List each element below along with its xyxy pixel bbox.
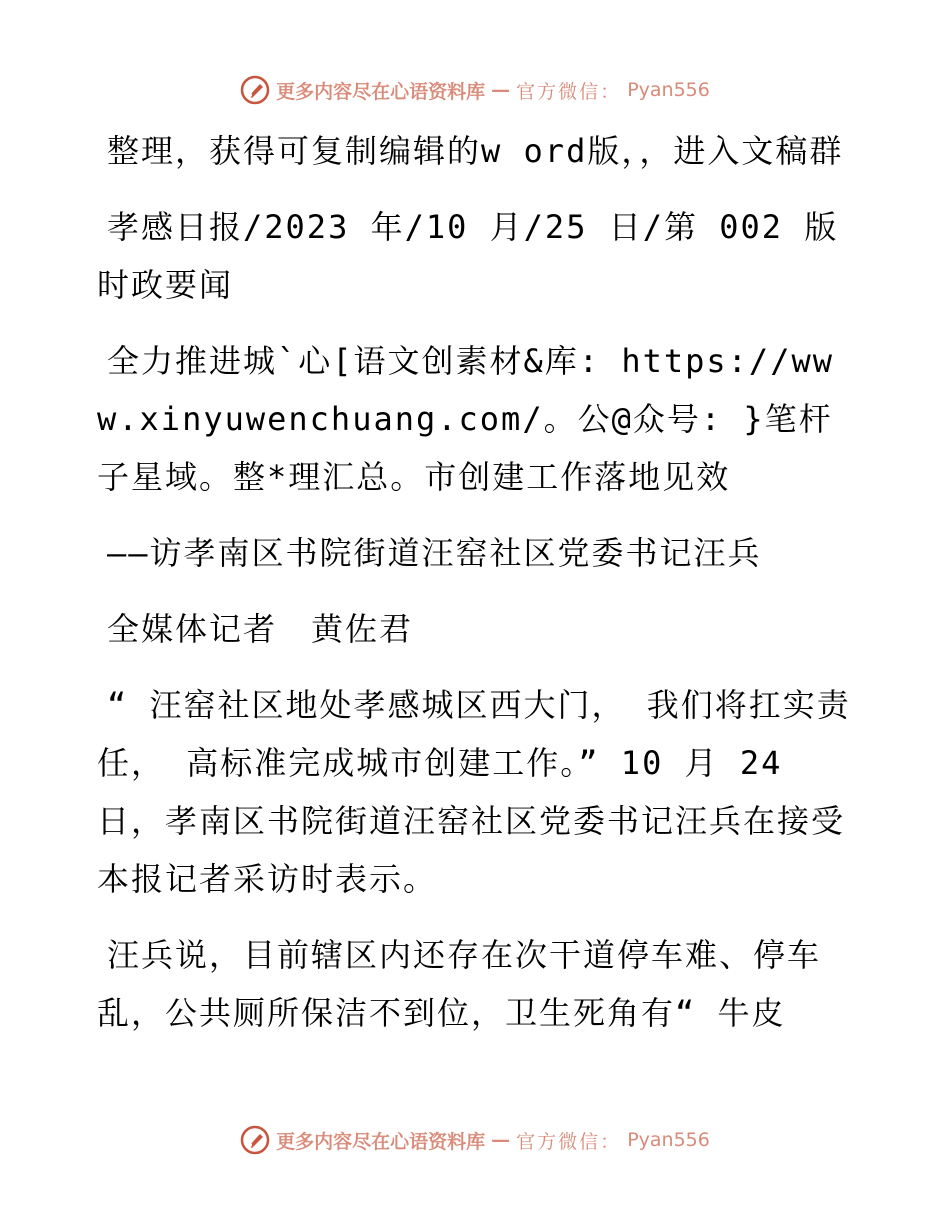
watermark-text: 更多内容尽在心语资料库 bbox=[276, 1130, 486, 1153]
document-body bbox=[97, 122, 857, 1060]
header-watermark bbox=[0, 72, 950, 108]
pen-logo-icon bbox=[240, 1125, 270, 1155]
paragraph-byline: 全媒体记者 黄佐君 bbox=[107, 610, 414, 648]
watermark-official-label: 官方微信： bbox=[516, 80, 622, 103]
watermark-wechat-id: Pyan556 bbox=[627, 1129, 710, 1151]
paragraph-subheadline: ——访孝南区书院街道汪窑社区党委书记汪兵 bbox=[107, 534, 762, 572]
paragraph-body: 汪兵说，目前辖区内还存在次干道停车难、停车乱，公共厕所保洁不到位，卫生死角有“ 牛皮 bbox=[97, 936, 822, 1032]
paragraph-headline: 全力推进城`心[语文创素材&库: https://www.xinyuwenchuang.com/。公@众号: }笔杆子星域。整*理汇总。市创建工作落地见效 bbox=[97, 342, 834, 496]
watermark-text: 更多内容尽在心语资料库 bbox=[276, 80, 486, 103]
watermark-official-label: 官方微信： bbox=[516, 1130, 622, 1153]
paragraph-quote: “ 汪窑社区地处孝感城区西大门， 我们将扛实责任， 高标准完成城市创建工作。” 10 月 24 日，孝南区书院街道汪窑社区党委书记汪兵在接受本报记者采访时表示。 bbox=[97, 686, 851, 898]
paragraph-source: 孝感日报/2023 年/10 月/25 日/第 002 版时政要闻 bbox=[97, 208, 839, 304]
watermark-separator: — bbox=[491, 79, 511, 101]
watermark-wechat-id: Pyan556 bbox=[627, 79, 710, 101]
pen-logo-icon bbox=[240, 75, 270, 105]
paragraph-intro: 整理，获得可复制编辑的w ord版，，进入文稿群 bbox=[107, 132, 844, 170]
footer-watermark bbox=[0, 1122, 950, 1158]
watermark-separator: — bbox=[491, 1129, 511, 1151]
